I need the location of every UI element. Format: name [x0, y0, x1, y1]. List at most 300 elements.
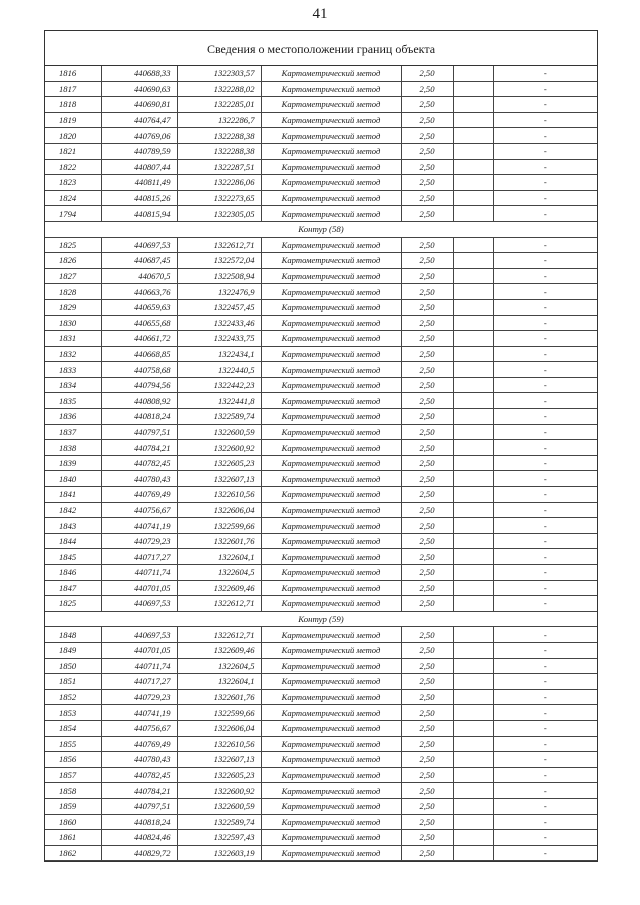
method-cell: Картометрический метод [261, 487, 401, 503]
point-id-cell: 1851 [45, 674, 101, 690]
y-coordinate-cell: 1322605,23 [177, 767, 261, 783]
accuracy-cell: 2,50 [401, 299, 453, 315]
accuracy-cell: 2,50 [401, 580, 453, 596]
table-row [45, 674, 597, 690]
accuracy-cell: 2,50 [401, 674, 453, 690]
table-row [45, 393, 597, 409]
extra-cell [453, 814, 493, 830]
method-cell: Картометрический метод [261, 128, 401, 144]
extra-cell [453, 362, 493, 378]
y-coordinate-cell: 1322589,74 [177, 814, 261, 830]
note-cell: - [493, 627, 597, 643]
table-row [45, 362, 597, 378]
y-coordinate-cell: 1322612,71 [177, 596, 261, 612]
table-row [45, 299, 597, 315]
point-id-cell: 1826 [45, 253, 101, 269]
y-coordinate-cell: 1322600,59 [177, 798, 261, 814]
method-cell: Картометрический метод [261, 81, 401, 97]
extra-cell [453, 689, 493, 705]
point-id-cell: 1862 [45, 845, 101, 861]
y-coordinate-cell: 1322287,51 [177, 159, 261, 175]
y-coordinate-cell: 1322597,43 [177, 830, 261, 846]
method-cell: Картометрический метод [261, 736, 401, 752]
table-row [45, 814, 597, 830]
extra-cell [453, 580, 493, 596]
point-id-cell: 1858 [45, 783, 101, 799]
note-cell: - [493, 143, 597, 159]
y-coordinate-cell: 1322288,38 [177, 143, 261, 159]
y-coordinate-cell: 1322610,56 [177, 736, 261, 752]
x-coordinate-cell: 440756,67 [101, 502, 177, 518]
method-cell: Картометрический метод [261, 97, 401, 113]
table-row [45, 315, 597, 331]
point-id-cell: 1849 [45, 642, 101, 658]
table-row [45, 627, 597, 643]
accuracy-cell: 2,50 [401, 845, 453, 861]
contour-header-row [45, 611, 597, 627]
point-id-cell: 1834 [45, 377, 101, 393]
method-cell: Картометрический метод [261, 533, 401, 549]
method-cell: Картометрический метод [261, 518, 401, 534]
method-cell: Картометрический метод [261, 237, 401, 253]
x-coordinate-cell: 440663,76 [101, 284, 177, 300]
table-row [45, 658, 597, 674]
method-cell: Картометрический метод [261, 627, 401, 643]
note-cell: - [493, 424, 597, 440]
note-cell: - [493, 830, 597, 846]
method-cell: Картометрический метод [261, 377, 401, 393]
note-cell: - [493, 814, 597, 830]
accuracy-cell: 2,50 [401, 455, 453, 471]
y-coordinate-cell: 1322604,1 [177, 549, 261, 565]
note-cell: - [493, 705, 597, 721]
x-coordinate-cell: 440711,74 [101, 658, 177, 674]
y-coordinate-cell: 1322273,65 [177, 190, 261, 206]
table-row [45, 97, 597, 113]
x-coordinate-cell: 440758,68 [101, 362, 177, 378]
y-coordinate-cell: 1322609,46 [177, 580, 261, 596]
extra-cell [453, 455, 493, 471]
table-row [45, 845, 597, 861]
accuracy-cell: 2,50 [401, 596, 453, 612]
extra-cell [453, 642, 493, 658]
accuracy-cell: 2,50 [401, 331, 453, 347]
table-row [45, 253, 597, 269]
accuracy-cell: 2,50 [401, 830, 453, 846]
x-coordinate-cell: 440688,33 [101, 66, 177, 81]
table-row [45, 128, 597, 144]
extra-cell [453, 159, 493, 175]
point-id-cell: 1842 [45, 502, 101, 518]
extra-cell [453, 206, 493, 222]
y-coordinate-cell: 1322606,04 [177, 502, 261, 518]
extra-cell [453, 377, 493, 393]
y-coordinate-cell: 1322288,38 [177, 128, 261, 144]
x-coordinate-cell: 440789,59 [101, 143, 177, 159]
x-coordinate-cell: 440717,27 [101, 674, 177, 690]
accuracy-cell: 2,50 [401, 502, 453, 518]
extra-cell [453, 565, 493, 581]
table-title: Сведения о местоположении границ объекта [45, 31, 597, 66]
table-row [45, 596, 597, 612]
note-cell: - [493, 190, 597, 206]
method-cell: Картометрический метод [261, 798, 401, 814]
table-row [45, 237, 597, 253]
note-cell: - [493, 533, 597, 549]
note-cell: - [493, 736, 597, 752]
point-id-cell: 1850 [45, 658, 101, 674]
accuracy-cell: 2,50 [401, 159, 453, 175]
note-cell: - [493, 487, 597, 503]
point-id-cell: 1824 [45, 190, 101, 206]
x-coordinate-cell: 440797,51 [101, 424, 177, 440]
note-cell: - [493, 674, 597, 690]
coordinates-table [45, 66, 597, 861]
extra-cell [453, 346, 493, 362]
table-row [45, 268, 597, 284]
method-cell: Картометрический метод [261, 409, 401, 425]
note-cell: - [493, 159, 597, 175]
y-coordinate-cell: 1322288,02 [177, 81, 261, 97]
method-cell: Картометрический метод [261, 705, 401, 721]
point-id-cell: 1835 [45, 393, 101, 409]
note-cell: - [493, 284, 597, 300]
extra-cell [453, 97, 493, 113]
y-coordinate-cell: 1322286,7 [177, 112, 261, 128]
point-id-cell: 1833 [45, 362, 101, 378]
y-coordinate-cell: 1322607,13 [177, 752, 261, 768]
extra-cell [453, 845, 493, 861]
point-id-cell: 1794 [45, 206, 101, 222]
accuracy-cell: 2,50 [401, 190, 453, 206]
point-id-cell: 1841 [45, 487, 101, 503]
point-id-cell: 1817 [45, 81, 101, 97]
y-coordinate-cell: 1322607,13 [177, 471, 261, 487]
extra-cell [453, 424, 493, 440]
method-cell: Картометрический метод [261, 565, 401, 581]
table-row [45, 143, 597, 159]
x-coordinate-cell: 440794,56 [101, 377, 177, 393]
accuracy-cell: 2,50 [401, 783, 453, 799]
x-coordinate-cell: 440697,53 [101, 596, 177, 612]
method-cell: Картометрический метод [261, 362, 401, 378]
point-id-cell: 1844 [45, 533, 101, 549]
point-id-cell: 1855 [45, 736, 101, 752]
method-cell: Картометрический метод [261, 845, 401, 861]
extra-cell [453, 331, 493, 347]
table-row [45, 440, 597, 456]
x-coordinate-cell: 440661,72 [101, 331, 177, 347]
point-id-cell: 1837 [45, 424, 101, 440]
point-id-cell: 1859 [45, 798, 101, 814]
table-row [45, 206, 597, 222]
accuracy-cell: 2,50 [401, 487, 453, 503]
point-id-cell: 1830 [45, 315, 101, 331]
accuracy-cell: 2,50 [401, 720, 453, 736]
x-coordinate-cell: 440824,46 [101, 830, 177, 846]
point-id-cell: 1823 [45, 175, 101, 191]
table-row [45, 752, 597, 768]
y-coordinate-cell: 1322599,66 [177, 705, 261, 721]
table-row [45, 190, 597, 206]
method-cell: Картометрический метод [261, 596, 401, 612]
method-cell: Картометрический метод [261, 455, 401, 471]
accuracy-cell: 2,50 [401, 549, 453, 565]
y-coordinate-cell: 1322286,06 [177, 175, 261, 191]
x-coordinate-cell: 440815,26 [101, 190, 177, 206]
point-id-cell: 1845 [45, 549, 101, 565]
extra-cell [453, 549, 493, 565]
method-cell: Картометрический метод [261, 642, 401, 658]
point-id-cell: 1825 [45, 237, 101, 253]
method-cell: Картометрический метод [261, 299, 401, 315]
y-coordinate-cell: 1322599,66 [177, 518, 261, 534]
point-id-cell: 1853 [45, 705, 101, 721]
table-row [45, 533, 597, 549]
y-coordinate-cell: 1322604,5 [177, 565, 261, 581]
note-cell: - [493, 689, 597, 705]
extra-cell [453, 830, 493, 846]
y-coordinate-cell: 1322457,45 [177, 299, 261, 315]
table-row [45, 284, 597, 300]
note-cell: - [493, 752, 597, 768]
x-coordinate-cell: 440697,53 [101, 627, 177, 643]
point-id-cell: 1825 [45, 596, 101, 612]
x-coordinate-cell: 440780,43 [101, 471, 177, 487]
y-coordinate-cell: 1322442,23 [177, 377, 261, 393]
accuracy-cell: 2,50 [401, 66, 453, 81]
extra-cell [453, 190, 493, 206]
extra-cell [453, 798, 493, 814]
extra-cell [453, 487, 493, 503]
note-cell: - [493, 81, 597, 97]
note-cell: - [493, 845, 597, 861]
point-id-cell: 1839 [45, 455, 101, 471]
y-coordinate-cell: 1322441,8 [177, 393, 261, 409]
accuracy-cell: 2,50 [401, 642, 453, 658]
accuracy-cell: 2,50 [401, 97, 453, 113]
table-row [45, 705, 597, 721]
accuracy-cell: 2,50 [401, 377, 453, 393]
method-cell: Картометрический метод [261, 175, 401, 191]
method-cell: Картометрический метод [261, 66, 401, 81]
note-cell: - [493, 658, 597, 674]
extra-cell [453, 783, 493, 799]
note-cell: - [493, 206, 597, 222]
table-row [45, 783, 597, 799]
table-row [45, 409, 597, 425]
method-cell: Картометрический метод [261, 159, 401, 175]
accuracy-cell: 2,50 [401, 268, 453, 284]
y-coordinate-cell: 1322612,71 [177, 627, 261, 643]
x-coordinate-cell: 440711,74 [101, 565, 177, 581]
table-row [45, 471, 597, 487]
x-coordinate-cell: 440701,05 [101, 580, 177, 596]
accuracy-cell: 2,50 [401, 81, 453, 97]
accuracy-cell: 2,50 [401, 175, 453, 191]
x-coordinate-cell: 440668,85 [101, 346, 177, 362]
extra-cell [453, 736, 493, 752]
method-cell: Картометрический метод [261, 720, 401, 736]
y-coordinate-cell: 1322604,1 [177, 674, 261, 690]
accuracy-cell: 2,50 [401, 409, 453, 425]
y-coordinate-cell: 1322589,74 [177, 409, 261, 425]
method-cell: Картометрический метод [261, 502, 401, 518]
extra-cell [453, 253, 493, 269]
note-cell: - [493, 268, 597, 284]
note-cell: - [493, 502, 597, 518]
method-cell: Картометрический метод [261, 674, 401, 690]
page-number: 41 [312, 6, 328, 22]
extra-cell [453, 533, 493, 549]
point-id-cell: 1828 [45, 284, 101, 300]
method-cell: Картометрический метод [261, 440, 401, 456]
note-cell: - [493, 299, 597, 315]
point-id-cell: 1831 [45, 331, 101, 347]
method-cell: Картометрический метод [261, 471, 401, 487]
accuracy-cell: 2,50 [401, 237, 453, 253]
x-coordinate-cell: 440780,43 [101, 752, 177, 768]
note-cell: - [493, 331, 597, 347]
point-id-cell: 1829 [45, 299, 101, 315]
y-coordinate-cell: 1322603,19 [177, 845, 261, 861]
x-coordinate-cell: 440670,5 [101, 268, 177, 284]
method-cell: Картометрический метод [261, 783, 401, 799]
y-coordinate-cell: 1322601,76 [177, 533, 261, 549]
point-id-cell: 1860 [45, 814, 101, 830]
table-row [45, 642, 597, 658]
point-id-cell: 1832 [45, 346, 101, 362]
y-coordinate-cell: 1322600,59 [177, 424, 261, 440]
table-row [45, 377, 597, 393]
x-coordinate-cell: 440807,44 [101, 159, 177, 175]
extra-cell [453, 518, 493, 534]
accuracy-cell: 2,50 [401, 393, 453, 409]
y-coordinate-cell: 1322600,92 [177, 783, 261, 799]
note-cell: - [493, 471, 597, 487]
note-cell: - [493, 596, 597, 612]
x-coordinate-cell: 440729,23 [101, 533, 177, 549]
x-coordinate-cell: 440764,47 [101, 112, 177, 128]
method-cell: Картометрический метод [261, 830, 401, 846]
method-cell: Картометрический метод [261, 424, 401, 440]
table-row [45, 346, 597, 362]
method-cell: Картометрический метод [261, 143, 401, 159]
x-coordinate-cell: 440690,63 [101, 81, 177, 97]
method-cell: Картометрический метод [261, 346, 401, 362]
accuracy-cell: 2,50 [401, 471, 453, 487]
table-row [45, 565, 597, 581]
x-coordinate-cell: 440659,63 [101, 299, 177, 315]
note-cell: - [493, 518, 597, 534]
y-coordinate-cell: 1322612,71 [177, 237, 261, 253]
extra-cell [453, 596, 493, 612]
note-cell: - [493, 112, 597, 128]
extra-cell [453, 471, 493, 487]
x-coordinate-cell: 440756,67 [101, 720, 177, 736]
method-cell: Картометрический метод [261, 331, 401, 347]
accuracy-cell: 2,50 [401, 440, 453, 456]
note-cell: - [493, 377, 597, 393]
x-coordinate-cell: 440829,72 [101, 845, 177, 861]
accuracy-cell: 2,50 [401, 705, 453, 721]
point-id-cell: 1821 [45, 143, 101, 159]
note-cell: - [493, 409, 597, 425]
x-coordinate-cell: 440741,19 [101, 518, 177, 534]
y-coordinate-cell: 1322610,56 [177, 487, 261, 503]
table-row [45, 159, 597, 175]
table-row [45, 331, 597, 347]
y-coordinate-cell: 1322440,5 [177, 362, 261, 378]
note-cell: - [493, 549, 597, 565]
method-cell: Картометрический метод [261, 752, 401, 768]
accuracy-cell: 2,50 [401, 253, 453, 269]
y-coordinate-cell: 1322476,9 [177, 284, 261, 300]
x-coordinate-cell: 440717,27 [101, 549, 177, 565]
extra-cell [453, 658, 493, 674]
table-row [45, 549, 597, 565]
point-id-cell: 1827 [45, 268, 101, 284]
note-cell: - [493, 440, 597, 456]
y-coordinate-cell: 1322303,57 [177, 66, 261, 81]
note-cell: - [493, 97, 597, 113]
method-cell: Картометрический метод [261, 767, 401, 783]
table-row [45, 736, 597, 752]
coordinates-table-body [45, 66, 597, 861]
note-cell: - [493, 565, 597, 581]
y-coordinate-cell: 1322433,75 [177, 331, 261, 347]
point-id-cell: 1848 [45, 627, 101, 643]
extra-cell [453, 393, 493, 409]
contour-label: Контур (58) [45, 221, 597, 237]
extra-cell [453, 705, 493, 721]
extra-cell [453, 128, 493, 144]
x-coordinate-cell: 440697,53 [101, 237, 177, 253]
accuracy-cell: 2,50 [401, 767, 453, 783]
x-coordinate-cell: 440769,06 [101, 128, 177, 144]
x-coordinate-cell: 440701,05 [101, 642, 177, 658]
point-id-cell: 1846 [45, 565, 101, 581]
table-row [45, 689, 597, 705]
table-row [45, 81, 597, 97]
note-cell: - [493, 720, 597, 736]
extra-cell [453, 627, 493, 643]
note-cell: - [493, 783, 597, 799]
table-row [45, 487, 597, 503]
method-cell: Картометрический метод [261, 393, 401, 409]
point-id-cell: 1861 [45, 830, 101, 846]
x-coordinate-cell: 440769,49 [101, 487, 177, 503]
extra-cell [453, 81, 493, 97]
table-row [45, 502, 597, 518]
extra-cell [453, 299, 493, 315]
extra-cell [453, 502, 493, 518]
point-id-cell: 1857 [45, 767, 101, 783]
method-cell: Картометрический метод [261, 112, 401, 128]
y-coordinate-cell: 1322508,94 [177, 268, 261, 284]
point-id-cell: 1820 [45, 128, 101, 144]
accuracy-cell: 2,50 [401, 362, 453, 378]
accuracy-cell: 2,50 [401, 112, 453, 128]
x-coordinate-cell: 440818,24 [101, 409, 177, 425]
table-row [45, 518, 597, 534]
point-id-cell: 1819 [45, 112, 101, 128]
accuracy-cell: 2,50 [401, 346, 453, 362]
y-coordinate-cell: 1322433,46 [177, 315, 261, 331]
y-coordinate-cell: 1322604,5 [177, 658, 261, 674]
x-coordinate-cell: 440741,19 [101, 705, 177, 721]
y-coordinate-cell: 1322572,04 [177, 253, 261, 269]
